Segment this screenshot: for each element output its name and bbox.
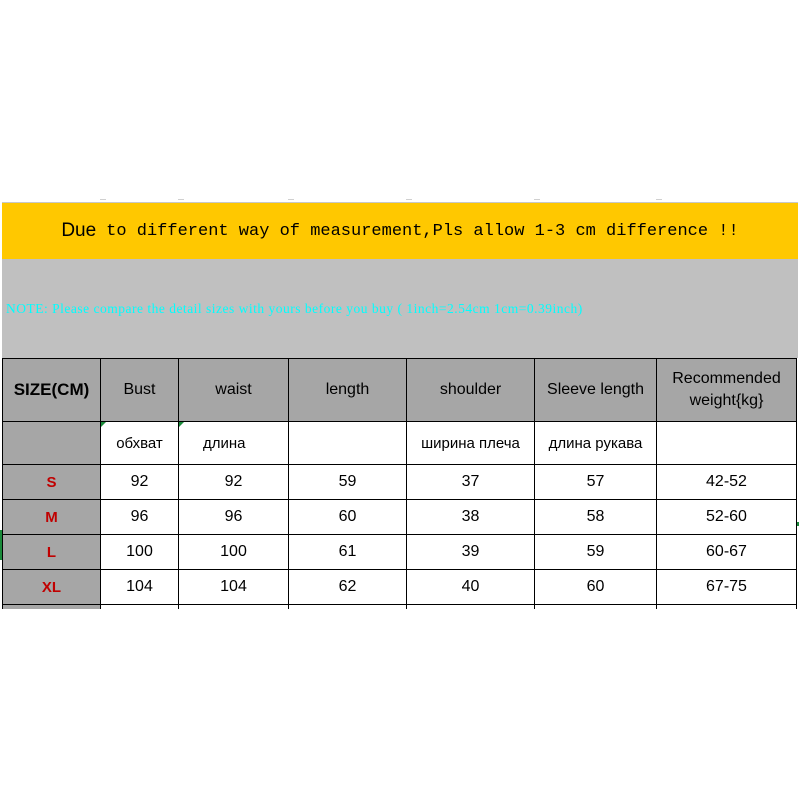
gridline-mark [534, 199, 540, 200]
bust-value: 100 [101, 535, 179, 570]
header-shoulder: shoulder [407, 359, 535, 422]
header-sleeve-length: Sleeve length [535, 359, 657, 422]
table-row [3, 465, 797, 500]
waist-value: 100 [179, 535, 289, 570]
bust-value: 104 [101, 570, 179, 605]
header-size: SIZE(CM) [3, 359, 101, 422]
header-row [3, 359, 797, 422]
length-value: 60 [289, 500, 407, 535]
size-label: L [3, 535, 101, 570]
table-row [3, 535, 797, 570]
translation-length [289, 422, 407, 465]
header-waist: waist [179, 359, 289, 422]
shoulder-value: 38 [407, 500, 535, 535]
weight-value: 60-67 [657, 535, 797, 570]
cell-selection-edge [0, 530, 2, 560]
sleeve-value: 57 [535, 465, 657, 500]
sleeve-value: 60 [535, 570, 657, 605]
size-chart-table [2, 358, 797, 609]
measurement-warning-banner [2, 202, 798, 259]
shoulder-value: 37 [407, 465, 535, 500]
cell-comment-marker-icon [179, 422, 184, 427]
size-label: XL [3, 570, 101, 605]
cutoff-cell [3, 605, 101, 610]
bust-value: 96 [101, 500, 179, 535]
translation-weight [657, 422, 797, 465]
translation-waist: длина [179, 422, 289, 465]
weight-value: 52-60 [657, 500, 797, 535]
gridline-mark [100, 199, 106, 200]
cell-selection-edge [797, 522, 799, 526]
shoulder-value: 39 [407, 535, 535, 570]
header-bust: Bust [101, 359, 179, 422]
header-length: length [289, 359, 407, 422]
length-value: 59 [289, 465, 407, 500]
translation-shoulder: ширина плеча [407, 422, 535, 465]
length-value: 62 [289, 570, 407, 605]
cell-comment-marker-icon [101, 422, 106, 427]
size-label: S [3, 465, 101, 500]
translation-row [3, 422, 797, 465]
table-row [3, 570, 797, 605]
waist-value: 96 [179, 500, 289, 535]
cutoff-cell [289, 605, 407, 610]
cutoff-cell [535, 605, 657, 610]
gridline-mark [406, 199, 412, 200]
length-value: 61 [289, 535, 407, 570]
gridline-mark [178, 199, 184, 200]
gridline-mark [288, 199, 294, 200]
shoulder-value: 40 [407, 570, 535, 605]
header-recommended-line1: Recommended [672, 370, 781, 387]
conversion-note: NOTE: Please compare the detail sizes with yours before you buy ( 1inch=2.54cm 1cm=0.39inch) [6, 300, 583, 316]
size-label: M [3, 500, 101, 535]
sleeve-value: 59 [535, 535, 657, 570]
bust-value: 92 [101, 465, 179, 500]
table-row-cutoff [3, 605, 797, 610]
header-recommended-weight [657, 359, 797, 422]
translation-size [3, 422, 101, 465]
cutoff-cell [407, 605, 535, 610]
header-recommended-line2: weight{kg} [689, 392, 764, 409]
banner-lead-word: Due [61, 220, 97, 241]
translation-bust: обхват [101, 422, 179, 465]
sleeve-value: 58 [535, 500, 657, 535]
weight-value: 42-52 [657, 465, 797, 500]
gridline-mark [656, 199, 662, 200]
note-band [2, 259, 798, 358]
weight-value: 67-75 [657, 570, 797, 605]
table-row [3, 500, 797, 535]
translation-sleeve: длина рукава [535, 422, 657, 465]
banner-text: to different way of measurement,Pls allow 1-3 cm difference !! [106, 221, 739, 241]
cutoff-cell [101, 605, 179, 610]
waist-value: 104 [179, 570, 289, 605]
cutoff-cell [179, 605, 289, 610]
cutoff-cell [657, 605, 797, 610]
waist-value: 92 [179, 465, 289, 500]
